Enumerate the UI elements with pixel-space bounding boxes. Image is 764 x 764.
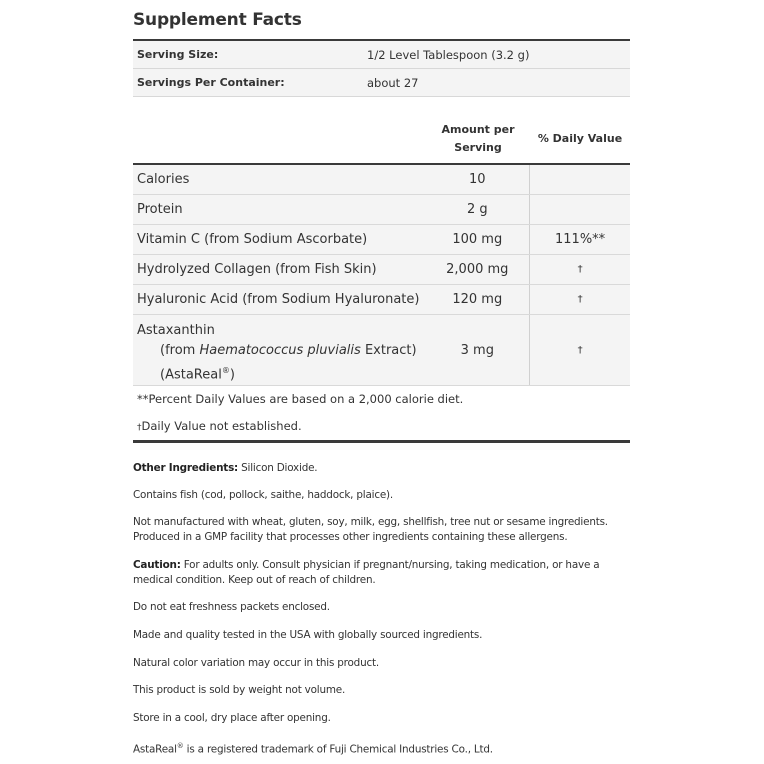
- nutrient-amount: 2 g: [466, 202, 488, 217]
- astaxanthin-source-suffix: Extract): [360, 343, 417, 358]
- footnote-text: Daily Value not established.: [141, 419, 302, 433]
- nutrient-dv: 111%**: [529, 225, 630, 254]
- table-row: [133, 225, 630, 255]
- astaxanthin-line1: Astaxanthin: [137, 323, 215, 338]
- nutrient-name: [133, 315, 425, 385]
- allergen-statement: Not manufactured with wheat, gluten, soy, milk, egg, shellfish, tree nut or sesame ingredients. Produced in a GMP facility that processes other ingredients containing these allergens.: [133, 516, 608, 543]
- color-variation: Natural color variation may occur in this product.: [133, 657, 379, 669]
- nutrient-dv: †: [529, 255, 630, 284]
- dagger-symbol: †: [137, 423, 142, 433]
- contains-fish: Contains fish (cod, pollock, saithe, haddock, plaice).: [133, 489, 393, 501]
- nutrient-dv: [529, 165, 630, 194]
- table-row-astaxanthin: [133, 315, 630, 386]
- servings-per-container-row: [133, 69, 630, 97]
- supplement-facts-panel: [133, 8, 630, 757]
- nutrient-amount: 10: [469, 172, 486, 187]
- made-in-usa: Made and quality tested in the USA with globally sourced ingredients.: [133, 629, 483, 641]
- header-amount-line2: Serving: [454, 141, 502, 154]
- table-row: [133, 255, 630, 285]
- nutrient-amount: 120 mg: [452, 292, 503, 307]
- astaxanthin-species: Haematococcus pluvialis: [199, 343, 361, 358]
- serving-size-label: Serving Size:: [137, 48, 219, 61]
- registered-mark: ®: [221, 366, 230, 375]
- bottom-divider: [133, 440, 630, 443]
- other-ingredients: [133, 461, 630, 476]
- trademark-brand: AstaReal: [133, 743, 177, 756]
- table-row: [133, 195, 630, 225]
- header-daily-value: % Daily Value: [537, 132, 623, 145]
- trademark-text: is a registered trademark of Fuji Chemical Industries Co., Ltd.: [183, 743, 493, 756]
- astaxanthin-line3: [137, 361, 425, 385]
- trademark-registered-mark: ®: [176, 742, 184, 750]
- caution-label: Caution:: [133, 559, 181, 571]
- astareal-brand: (AstaReal: [160, 367, 222, 383]
- nutrient-amount: 2,000 mg: [446, 262, 509, 277]
- storage-instructions: Store in a cool, dry place after opening.: [133, 712, 331, 724]
- footnote-dv-not-established: [133, 413, 630, 440]
- serving-size-value: 1/2 Level Tablespoon (3.2 g): [367, 47, 530, 62]
- table-row: [133, 285, 630, 315]
- header-amount-per-serving: [426, 120, 530, 163]
- servings-per-container-label: Servings Per Container:: [137, 76, 285, 89]
- astaxanthin-source-prefix: (from: [160, 343, 200, 358]
- astaxanthin-line2: [137, 341, 425, 361]
- trademark-notice: [133, 739, 630, 757]
- nutrient-dv: †: [529, 285, 630, 314]
- header-amount-line1: Amount per: [441, 123, 515, 136]
- nutrient-name: Calories: [137, 172, 190, 187]
- serving-size-row: [133, 41, 630, 69]
- table-header: [133, 120, 630, 165]
- nutrient-name: Protein: [137, 202, 183, 217]
- servings-per-container-value: about 27: [367, 75, 419, 90]
- freshness-packets: Do not eat freshness packets enclosed.: [133, 601, 330, 613]
- nutrient-amount: 3 mg: [460, 342, 494, 358]
- caution-text: For adults only. Consult physician if pregnant/nursing, taking medication, or have a medical condition. Keep out of reach of children.: [133, 559, 600, 586]
- other-ingredients-label: Other Ingredients:: [133, 462, 239, 474]
- header-blank: [133, 120, 426, 163]
- footnote-percent-dv: **Percent Daily Values are based on a 2,000 calorie diet.: [137, 392, 464, 406]
- sold-by-weight: This product is sold by weight not volume.: [133, 684, 346, 696]
- nutrient-name: Vitamin C (from Sodium Ascorbate): [137, 232, 368, 247]
- nutrient-dv: [529, 195, 630, 224]
- nutrient-name: Hydrolyzed Collagen (from Fish Skin): [137, 262, 377, 277]
- nutrient-name: Hyaluronic Acid (from Sodium Hyaluronate): [137, 292, 420, 307]
- nutrient-amount: 100 mg: [452, 232, 503, 247]
- caution-statement: [133, 558, 630, 588]
- astareal-close: ): [229, 367, 235, 383]
- other-ingredients-value: Silicon Dioxide.: [238, 462, 318, 474]
- page-title: Supplement Facts: [133, 10, 302, 30]
- nutrient-dv: †: [529, 315, 630, 385]
- table-row: [133, 165, 630, 195]
